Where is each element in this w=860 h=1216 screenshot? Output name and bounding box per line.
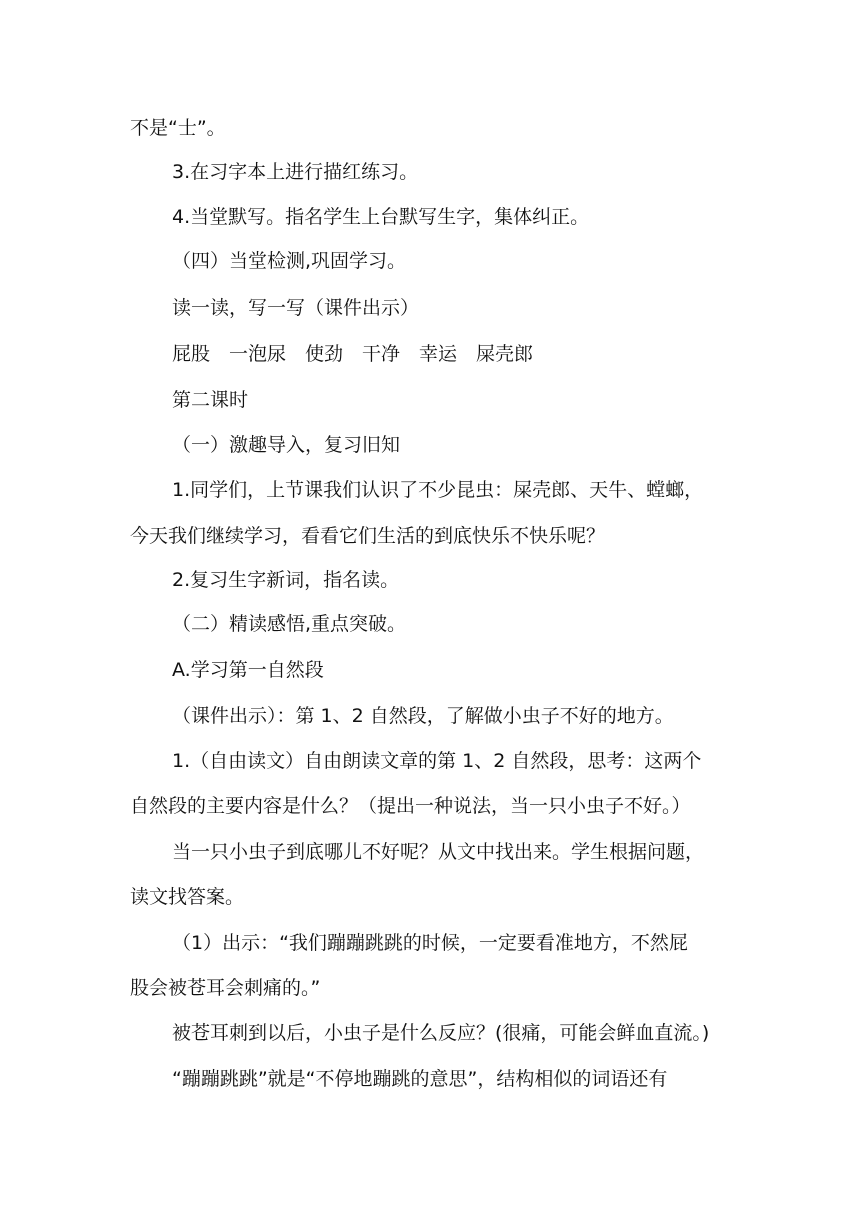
- text-line-1: 不是“士”。: [130, 117, 226, 139]
- text-line-17: 当一只小虫子到底哪儿不好呢？从文中找出来。学生根据问题，: [172, 841, 705, 863]
- text-line-11: 2.复习生字新词，指名读。: [172, 569, 400, 591]
- text-line-2: 3.在习字本上进行描红练习。: [172, 161, 419, 183]
- text-line-13: A.学习第一自然段: [172, 659, 324, 681]
- text-line-20: 股会被苍耳会刺痛的。”: [130, 977, 321, 999]
- text-line-8: （一）激趣导入，复习旧知: [172, 434, 401, 456]
- text-line-6: 屁股 一泡尿 使劲 干净 幸运 屎壳郎: [172, 343, 534, 365]
- text-line-5: 读一读，写一写（课件出示）: [172, 297, 420, 319]
- text-line-3: 4.当堂默写。指名学生上台默写生字，集体纠正。: [172, 206, 590, 228]
- text-line-12: （二）精读感悟,重点突破。: [172, 613, 407, 635]
- text-line-21: 被苍耳刺到以后，小虫子是什么反应？(很痛，可能会鲜血直流。): [172, 1022, 710, 1044]
- text-line-22: “蹦蹦跳跳”就是“不停地蹦跳的意思”，结构相似的词语还有: [172, 1068, 668, 1090]
- text-line-18: 读文找答案。: [130, 886, 245, 908]
- text-line-15: 1.（自由读文）自由朗读文章的第 1、2 自然段，思考：这两个: [172, 750, 702, 772]
- text-line-4: （四）当堂检测,巩固学习。: [172, 250, 407, 272]
- text-line-10: 今天我们继续学习，看看它们生活的到底快乐不快乐呢？: [130, 525, 606, 547]
- text-line-14: （课件出示）：第 1、2 自然段，了解做小虫子不好的地方。: [172, 705, 674, 727]
- text-line-16: 自然段的主要内容是什么？（提出一种说法，当一只小虫子不好。）: [130, 795, 691, 817]
- text-line-19: （1）出示：“我们蹦蹦跳跳的时候，一定要看准地方，不然屁: [172, 932, 688, 954]
- text-line-7: 第二课时: [172, 389, 249, 411]
- text-line-9: 1.同学们，上节课我们认识了不少昆虫：屎壳郎、天牛、螳螂，: [172, 479, 704, 501]
